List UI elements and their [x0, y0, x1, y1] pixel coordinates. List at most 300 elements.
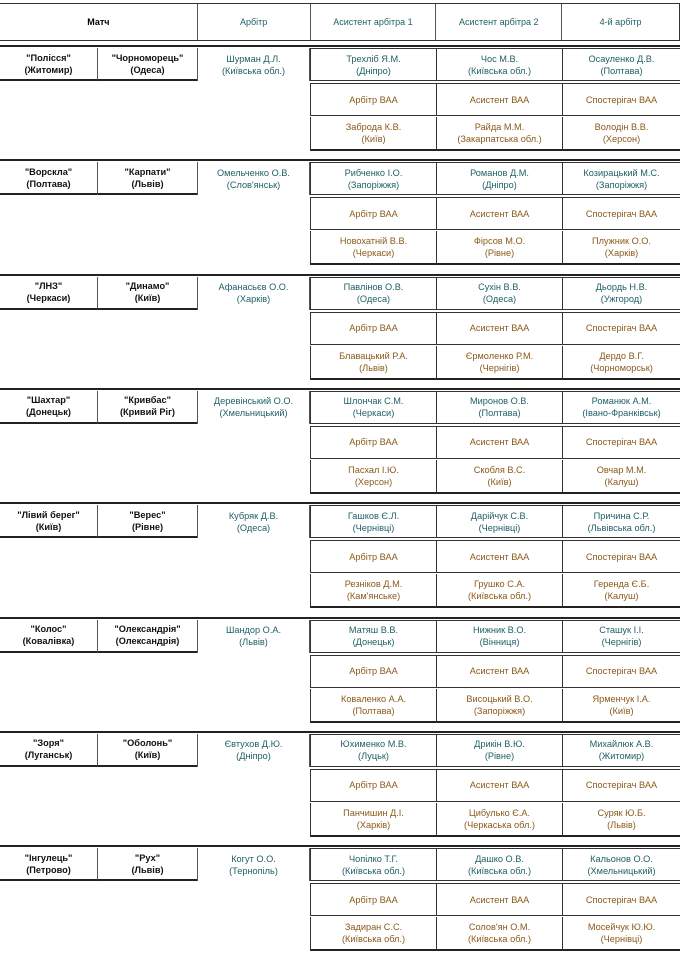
- var-referee-region: (Черкаси): [352, 248, 395, 259]
- var-assistant-role-label: Асистент ВАА: [469, 780, 530, 791]
- var-assistant-cell: [436, 803, 562, 837]
- var-assistant-cell: [436, 917, 562, 951]
- referee-name: Когут О.О.: [231, 853, 276, 864]
- home-team-city: (Донецьк): [26, 407, 71, 418]
- away-team-city: (Рівне): [131, 521, 164, 532]
- away-team-city: (Одеса): [130, 64, 165, 75]
- var-assistant-cell: [436, 689, 562, 723]
- var-referee-role: [310, 540, 436, 573]
- home-team-city: (Полтава): [26, 178, 71, 189]
- table-header: [0, 3, 680, 41]
- referee-region: (Дніпро): [236, 751, 271, 762]
- referee-name: Кубряк Д.В.: [228, 510, 279, 521]
- match-block: [0, 159, 680, 265]
- empty-space: [0, 197, 310, 230]
- fourth-official-region: (Ужгород): [600, 294, 643, 305]
- var-assistant-name: Райда М.М.: [474, 122, 525, 132]
- away-team-name: "Кривбас": [123, 395, 171, 406]
- var-assistant-region: (Черкаська обл.): [464, 819, 535, 830]
- home-team: [0, 391, 98, 424]
- var-referee-role-label: Арбітр ВАА: [349, 323, 398, 334]
- var-assistant-role: [436, 883, 562, 916]
- fourth-official-name: Осауленко Д.В.: [588, 53, 655, 64]
- var-assistant-region: (Рівне): [484, 248, 515, 259]
- var-referee-role-label: Арбітр ВАА: [349, 894, 398, 905]
- var-observer-name: Ярменчук І.А.: [592, 693, 651, 704]
- empty-space: [0, 574, 310, 608]
- var-assistant-region: (Київ): [487, 476, 512, 487]
- assistant-1-name: Трехліб Я.М.: [346, 53, 401, 64]
- match-block: [0, 45, 680, 151]
- assistant-1-region: (Дніпро): [356, 65, 391, 76]
- home-team-city: (Луганськ): [24, 750, 73, 761]
- fourth-official-name: Кальонов О.О.: [590, 853, 653, 864]
- var-observer-role-label: Спостерігач ВАА: [585, 94, 658, 105]
- assistant-1-name: Павлінов О.В.: [343, 282, 404, 293]
- home-team-city: (Ковалівка): [22, 636, 75, 646]
- referee-name: Омельченко О.В.: [217, 167, 290, 178]
- assistant-2-region: (Рівне): [484, 751, 515, 762]
- empty-space: [0, 655, 310, 688]
- match-block: [0, 617, 680, 723]
- assistant-2-name: Дарійчук С.В.: [470, 510, 529, 521]
- home-team-name: "Ворскла": [24, 166, 73, 177]
- var-observer-role-label: Спостерігач ВАА: [585, 208, 658, 219]
- assistant-2-name: Сухін В.В.: [478, 282, 521, 293]
- var-observer-role: [562, 883, 680, 916]
- var-referee-role: [310, 312, 436, 345]
- home-team-name: "ЛНЗ": [34, 281, 63, 292]
- var-observer-role: [562, 312, 680, 345]
- var-assistant-role: [436, 769, 562, 802]
- home-team: [0, 734, 98, 767]
- var-referee-role: [310, 83, 436, 116]
- match-block: [0, 731, 680, 837]
- empty-space: [0, 460, 310, 494]
- var-assistant-region: (Київська обл.): [467, 934, 532, 945]
- assistant-2-name: Чос М.В.: [480, 53, 519, 64]
- assistant-1-region: (Чернівці): [352, 522, 395, 533]
- referee-cell: [197, 848, 310, 881]
- home-team-city: (Петрово): [26, 864, 71, 875]
- referee-name: Афанасьєв О.О.: [218, 282, 289, 293]
- home-team-name: "Лівий берег": [17, 509, 80, 520]
- assistant-1-cell: [310, 48, 436, 81]
- var-assistant-cell: [436, 231, 562, 265]
- match-main-row: [0, 848, 680, 881]
- var-referee-name: Пасхал І.Ю.: [348, 464, 399, 475]
- var-referee-role-label: Арбітр ВАА: [349, 208, 398, 219]
- var-roles-row: [0, 426, 680, 459]
- var-observer-role-label: Спостерігач ВАА: [585, 894, 658, 905]
- assistant-1-region: (Черкаси): [352, 408, 395, 419]
- var-assistant-cell: [436, 460, 562, 494]
- var-assistant-role: [436, 83, 562, 116]
- away-team-city: (Олександрія): [115, 636, 180, 646]
- var-observer-region: (Калуш): [604, 476, 639, 487]
- match-main-row: [0, 734, 680, 767]
- var-assistant-role-label: Асистент ВАА: [469, 437, 530, 448]
- var-assistant-role: [436, 426, 562, 459]
- var-assistant-role-label: Асистент ВАА: [469, 94, 530, 105]
- var-observer-region: (Чорноморськ): [590, 362, 653, 373]
- assistant-2-name: Дашко О.В.: [475, 853, 524, 864]
- match-main-row: [0, 162, 680, 195]
- var-referee-cell: [310, 803, 436, 837]
- fourth-official-cell: [562, 277, 680, 310]
- empty-space: [0, 803, 310, 837]
- fourth-official-cell: [562, 391, 680, 424]
- var-assistant-role-label: Асистент ВАА: [469, 551, 530, 562]
- var-observer-role-label: Спостерігач ВАА: [585, 323, 658, 334]
- assistant-1-cell: [310, 505, 436, 538]
- referee-region: (Київська обл.): [221, 65, 286, 76]
- var-referee-region: (Кам'янське): [346, 591, 401, 602]
- var-observer-name: Овчар М.М.: [596, 464, 647, 475]
- referee-region: (Львів): [239, 637, 268, 647]
- empty-space: [0, 426, 310, 459]
- empty-space: [0, 83, 310, 116]
- var-observer-role: [562, 655, 680, 688]
- var-observer-role: [562, 197, 680, 230]
- var-roles-row: [0, 769, 680, 802]
- var-assistant-cell: [436, 574, 562, 608]
- away-team: [98, 391, 197, 424]
- assistant-2-name: Миронов О.В.: [469, 396, 529, 407]
- var-assistant-role: [436, 655, 562, 688]
- var-assistant-role-label: Асистент ВАА: [469, 323, 530, 334]
- var-observer-role-label: Спостерігач ВАА: [585, 780, 658, 791]
- var-referee-region: (Київ): [361, 134, 386, 144]
- var-roles-row: [0, 655, 680, 688]
- assistant-1-name: Чопілко Т.Г.: [349, 853, 398, 864]
- referee-region: (Слов'янськ): [226, 179, 281, 190]
- away-team-name: "Оболонь": [122, 738, 173, 749]
- header-assistant-2: Асистент арбітра 2: [435, 4, 561, 40]
- fourth-official-region: (Івано-Франківськ): [582, 408, 661, 419]
- referee-name: Шандор О.А.: [225, 625, 282, 635]
- match-main-row: [0, 391, 680, 424]
- var-observer-region: (Калуш): [604, 591, 639, 602]
- assistant-1-cell: [310, 391, 436, 424]
- away-team-name: "Олександрія": [114, 624, 181, 634]
- assistant-2-cell: [436, 391, 562, 424]
- var-assistant-name: Солов'ян О.М.: [468, 922, 531, 933]
- var-officials-row: [0, 117, 680, 151]
- var-roles-row: [0, 540, 680, 573]
- assistant-1-cell: [310, 620, 436, 653]
- var-referee-role: [310, 769, 436, 802]
- var-observer-cell: [562, 460, 680, 494]
- var-referee-cell: [310, 917, 436, 951]
- assistant-2-region: (Чернівці): [478, 522, 521, 533]
- var-assistant-name: Фірсов М.О.: [473, 236, 526, 247]
- header-assistant-1: Асистент арбітра 1: [310, 4, 436, 40]
- var-referee-region: (Львів): [359, 362, 388, 373]
- referee-name: Деревінський О.О.: [213, 396, 294, 407]
- var-assistant-role: [436, 540, 562, 573]
- var-referee-region: (Харків): [356, 819, 391, 830]
- empty-space: [0, 540, 310, 573]
- var-observer-name: Мосейчук Ю.Ю.: [587, 922, 656, 933]
- assistant-2-region: (Полтава): [478, 408, 521, 419]
- var-assistant-role-label: Асистент ВАА: [469, 208, 530, 219]
- var-referee-cell: [310, 117, 436, 151]
- var-officials-row: [0, 346, 680, 380]
- var-assistant-role: [436, 197, 562, 230]
- var-observer-region: (Херсон): [602, 134, 641, 144]
- var-officials-row: [0, 689, 680, 723]
- fourth-official-name: Романюк А.М.: [591, 396, 652, 407]
- var-observer-cell: [562, 574, 680, 608]
- assistant-1-region: (Донецьк): [352, 637, 395, 647]
- var-referee-role: [310, 655, 436, 688]
- var-observer-role: [562, 426, 680, 459]
- assistant-2-cell: [436, 505, 562, 538]
- var-referee-name: Блавацький Р.А.: [339, 350, 408, 361]
- assistant-1-name: Юхименко М.В.: [340, 739, 407, 750]
- home-team-city: (Черкаси): [26, 293, 71, 304]
- var-roles-row: [0, 312, 680, 345]
- assistant-1-region: (Одеса): [356, 294, 391, 305]
- var-assistant-name: Єрмоленко Р.М.: [465, 350, 534, 361]
- home-team-city: (Київ): [35, 521, 62, 532]
- fourth-official-region: (Запоріжжя): [595, 179, 648, 190]
- assistant-1-cell: [310, 277, 436, 310]
- home-team-city: (Житомир): [24, 64, 73, 75]
- home-team-name: "Зоря": [33, 738, 64, 749]
- fourth-official-cell: [562, 848, 680, 881]
- fourth-official-name: Причина С.Р.: [593, 510, 650, 521]
- assistant-1-cell: [310, 734, 436, 767]
- away-team: [98, 505, 197, 538]
- assistant-2-name: Романов Д.М.: [470, 167, 529, 178]
- fourth-official-name: Дьордь Н.В.: [595, 282, 648, 293]
- home-team: [0, 162, 98, 195]
- var-referee-role-label: Арбітр ВАА: [349, 551, 398, 562]
- away-team: [98, 277, 197, 310]
- away-team-name: "Динамо": [125, 281, 170, 292]
- referee-name: Євтухов Д.Ю.: [224, 739, 283, 750]
- var-assistant-role-label: Асистент ВАА: [469, 894, 530, 905]
- empty-space: [0, 689, 310, 723]
- header-referee: Арбітр: [197, 4, 310, 40]
- fourth-official-region: (Львівська обл.): [587, 522, 656, 533]
- match-main-row: [0, 505, 680, 538]
- var-referee-role: [310, 426, 436, 459]
- home-team: [0, 848, 98, 881]
- var-officials-row: [0, 574, 680, 608]
- empty-space: [0, 312, 310, 345]
- empty-space: [0, 231, 310, 265]
- var-observer-name: Плужник О.О.: [592, 236, 651, 247]
- var-assistant-name: Скобля В.С.: [473, 464, 526, 475]
- away-team-city: (Київ): [134, 750, 161, 761]
- var-referee-role-label: Арбітр ВАА: [349, 780, 398, 791]
- home-team-name: "Колос": [30, 624, 67, 634]
- var-observer-region: (Чернівці): [600, 934, 643, 945]
- assistant-2-cell: [436, 734, 562, 767]
- var-referee-role: [310, 197, 436, 230]
- assistant-1-region: (Луцьк): [358, 751, 389, 762]
- var-referee-cell: [310, 460, 436, 494]
- assistant-1-name: Шлончак С.М.: [343, 396, 404, 407]
- var-assistant-region: (Київська обл.): [467, 591, 532, 602]
- home-team: [0, 620, 98, 653]
- empty-space: [0, 117, 310, 151]
- referee-cell: [197, 277, 310, 310]
- fourth-official-region: (Житомир): [598, 751, 645, 762]
- var-roles-row: [0, 83, 680, 116]
- home-team-name: "Шахтар": [26, 395, 71, 406]
- fourth-official-cell: [562, 620, 680, 653]
- away-team: [98, 734, 197, 767]
- match-divider: [0, 502, 680, 504]
- away-team-name: "Рух": [134, 852, 161, 863]
- var-assistant-name: Цибулько Є.А.: [468, 807, 531, 818]
- var-observer-role: [562, 540, 680, 573]
- match-main-row: [0, 277, 680, 310]
- fourth-official-cell: [562, 162, 680, 195]
- home-team: [0, 48, 98, 81]
- referee-region: (Одеса): [236, 522, 271, 533]
- empty-space: [0, 917, 310, 951]
- match-divider: [0, 274, 680, 276]
- var-officials-row: [0, 231, 680, 265]
- var-observer-role: [562, 83, 680, 116]
- header-match: Матч: [87, 17, 110, 27]
- home-team: [0, 505, 98, 538]
- home-team-name: "Інгулець": [24, 852, 73, 863]
- assistant-1-name: Матяш В.В.: [348, 625, 399, 635]
- var-assistant-name: Висоцький В.О.: [466, 693, 533, 704]
- var-referee-cell: [310, 346, 436, 380]
- assistant-1-cell: [310, 848, 436, 881]
- assistant-2-cell: [436, 277, 562, 310]
- referee-name: Шурман Д.Л.: [226, 53, 281, 64]
- var-referee-cell: [310, 574, 436, 608]
- var-assistant-region: (Чернігів): [479, 362, 520, 373]
- referee-cell: [197, 391, 310, 424]
- referee-cell: [197, 162, 310, 195]
- away-team: [98, 848, 197, 881]
- assistant-2-cell: [436, 48, 562, 81]
- away-team: [98, 48, 197, 81]
- var-officials-row: [0, 460, 680, 494]
- fourth-official-name: Сташук І.І.: [599, 625, 644, 635]
- referee-cell: [197, 620, 310, 653]
- empty-space: [0, 769, 310, 802]
- assistant-1-region: (Київська обл.): [341, 865, 406, 876]
- fourth-official-region: (Хмельницький): [587, 865, 656, 876]
- var-referee-name: Панчишин Д.І.: [343, 807, 404, 818]
- match-divider: [0, 388, 680, 390]
- var-referee-name: Новохатній В.В.: [339, 236, 408, 247]
- referee-cell: [197, 505, 310, 538]
- var-roles-row: [0, 883, 680, 916]
- assistant-2-region: (Дніпро): [482, 179, 517, 190]
- var-referee-name: Заброда К.В.: [345, 122, 402, 132]
- away-team-name: "Верес": [129, 509, 166, 520]
- match-block: [0, 845, 680, 951]
- var-referee-cell: [310, 689, 436, 723]
- var-observer-cell: [562, 689, 680, 723]
- away-team: [98, 620, 197, 653]
- match-divider: [0, 159, 680, 161]
- assistant-2-cell: [436, 620, 562, 653]
- var-referee-role-label: Арбітр ВАА: [349, 666, 398, 676]
- away-team-city: (Львів): [131, 864, 164, 875]
- assistant-2-name: Дрикін В.Ю.: [474, 739, 525, 750]
- empty-space: [0, 346, 310, 380]
- match-block: [0, 388, 680, 494]
- assistant-2-cell: [436, 848, 562, 881]
- referee-cell: [197, 48, 310, 81]
- var-observer-region: (Харків): [604, 248, 639, 259]
- match-divider: [0, 617, 680, 619]
- fourth-official-name: Козирацький М.С.: [583, 167, 660, 178]
- var-assistant-role: [436, 312, 562, 345]
- assistant-2-cell: [436, 162, 562, 195]
- var-observer-name: Суряк Ю.Б.: [597, 807, 646, 818]
- referee-region: (Хмельницький): [219, 408, 288, 419]
- away-team-name: "Чорноморець": [111, 52, 184, 63]
- var-referee-name: Коваленко А.А.: [340, 693, 407, 704]
- var-observer-role-label: Спостерігач ВАА: [585, 437, 658, 448]
- var-assistant-region: (Запоріжжя): [473, 705, 526, 716]
- assistant-1-name: Рибченко І.О.: [344, 167, 403, 178]
- referee-region: (Харків): [236, 294, 271, 305]
- var-referee-region: (Полтава): [352, 705, 395, 716]
- var-referee-name: Резніков Д.М.: [344, 579, 403, 590]
- var-assistant-role-label: Асистент ВАА: [469, 666, 530, 676]
- fourth-official-region: (Чернігів): [601, 637, 642, 647]
- fourth-official-cell: [562, 505, 680, 538]
- var-observer-cell: [562, 346, 680, 380]
- assistant-2-region: (Одеса): [482, 294, 517, 305]
- home-team-name: "Полісся": [26, 52, 71, 63]
- var-observer-cell: [562, 917, 680, 951]
- match-main-row: [0, 620, 680, 653]
- assistant-1-region: (Запоріжжя): [347, 179, 400, 190]
- var-referee-region: (Київська обл.): [341, 934, 406, 945]
- away-team-city: (Київ): [134, 293, 161, 304]
- var-observer-role-label: Спостерігач ВАА: [585, 551, 658, 562]
- fourth-official-cell: [562, 48, 680, 81]
- assistant-2-region: (Вінниця): [479, 637, 520, 647]
- away-team-city: (Кривий Ріг): [120, 407, 175, 418]
- away-team: [98, 162, 197, 195]
- var-assistant-cell: [436, 117, 562, 151]
- var-observer-name: Володін В.В.: [594, 122, 649, 132]
- away-team-name: "Карпати": [124, 166, 171, 177]
- var-assistant-name: Грушко С.А.: [473, 579, 526, 590]
- away-team-city: (Львів): [131, 178, 164, 189]
- empty-space: [0, 883, 310, 916]
- var-assistant-region: (Закарпатська обл.): [457, 134, 542, 144]
- assistant-1-cell: [310, 162, 436, 195]
- var-referee-name: Задиран С.С.: [344, 922, 403, 933]
- match-block: [0, 502, 680, 608]
- referee-cell: [197, 734, 310, 767]
- var-observer-role: [562, 769, 680, 802]
- referee-region: (Тернопіль): [229, 865, 278, 876]
- var-assistant-cell: [436, 346, 562, 380]
- match-block: [0, 274, 680, 380]
- fourth-official-cell: [562, 734, 680, 767]
- match-divider: [0, 45, 680, 47]
- var-referee-region: (Херсон): [354, 476, 393, 487]
